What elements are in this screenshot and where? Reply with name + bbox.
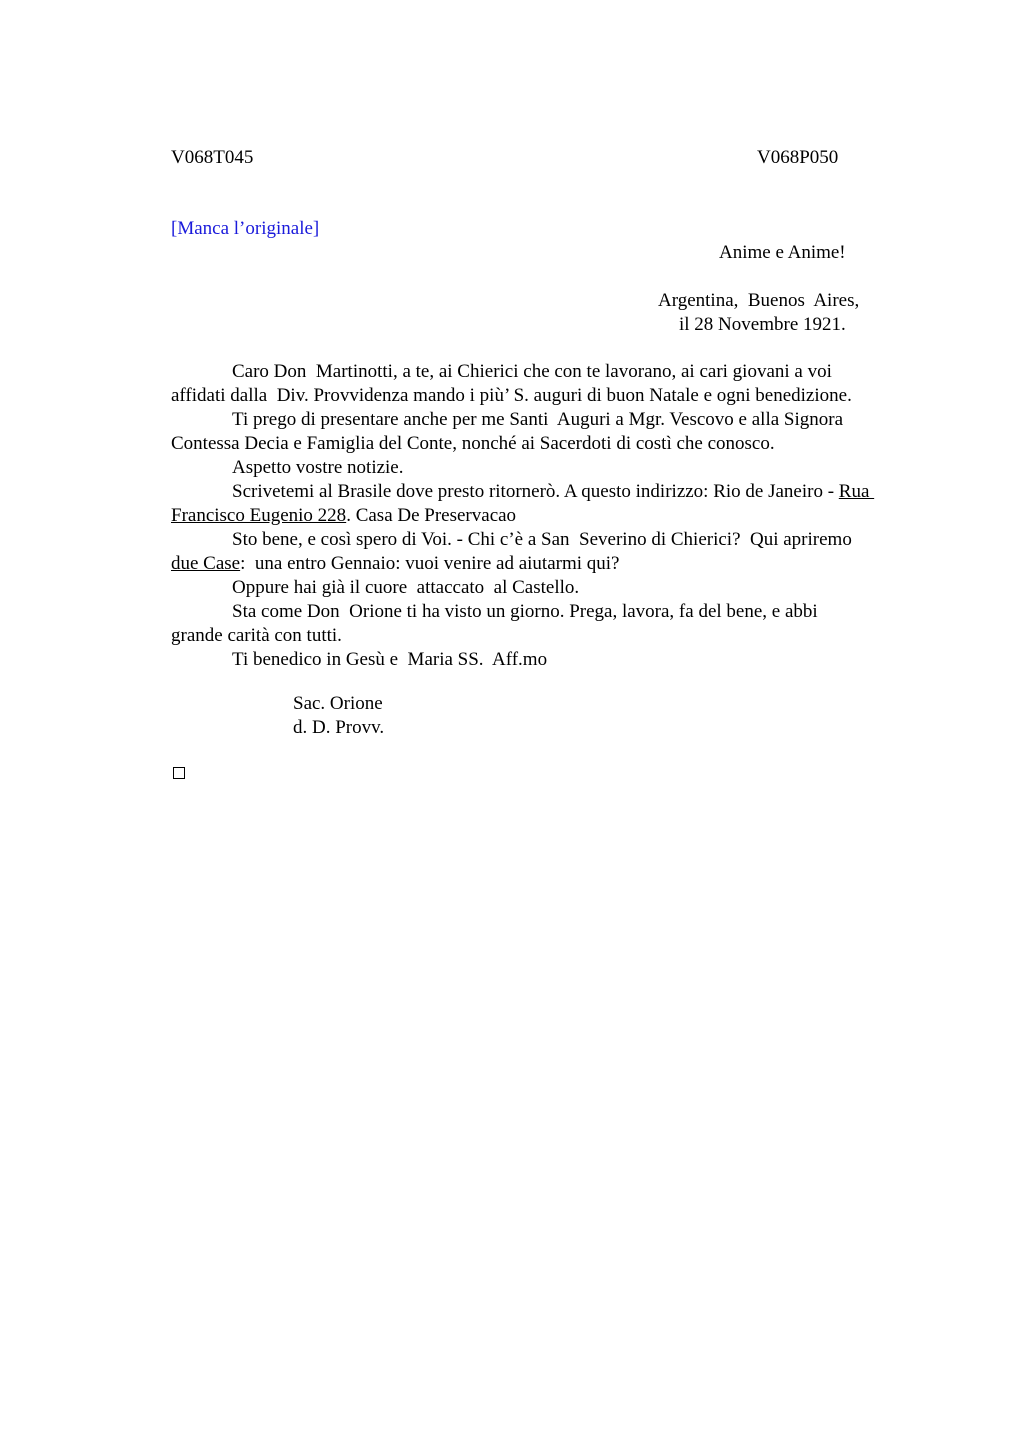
- end-of-document-box-icon: [173, 767, 185, 779]
- letter-line: affidati dalla Div. Provvidenza mando i più’ S. auguri di buon Natale e ogni benedizione.: [171, 385, 852, 406]
- letter-line: Ti prego di presentare anche per me Santi Auguri a Mgr. Vescovo e alla Signora: [232, 409, 844, 430]
- letter-text: Scrivetemi al Brasile dove presto ritornerò. A questo indirizzo: Rio de Janeiro -: [232, 481, 839, 502]
- letter-line: Ti benedico in Gesù e Maria SS. Aff.mo: [232, 649, 548, 670]
- letter-line: Sto bene, e così spero di Voi. - Chi c’è a San Severino di Chierici? Qui apriremo: [232, 529, 852, 550]
- letter-line: Oppure hai già il cuore attaccato al Castello.: [232, 577, 580, 598]
- signature-title: d. D. Provv.: [293, 717, 385, 738]
- letter-line: [171, 480, 951, 504]
- letter-date: il 28 Novembre 1921.: [679, 314, 846, 335]
- address-underlined: Rua: [838, 481, 875, 502]
- letter-motto: Anime e Anime!: [719, 242, 846, 263]
- editorial-note: [Manca l’originale]: [171, 218, 320, 239]
- document-code-left: V068T045: [171, 147, 254, 168]
- letter-line: Caro Don Martinotti, a te, ai Chierici che con te lavorano, ai cari giovani a voi: [232, 361, 832, 382]
- letter-text: . Casa De Preservacao: [346, 505, 517, 526]
- letter-body: [171, 360, 951, 672]
- letter-line: [171, 552, 951, 576]
- document-code-right: V068P050: [757, 147, 839, 168]
- letter-line: Contessa Decia e Famiglia del Conte, nonché ai Sacerdoti di costì che conosco.: [171, 433, 775, 454]
- signature-name: Sac. Orione: [293, 693, 383, 714]
- underlined-text: due Case: [171, 553, 241, 574]
- letter-place: Argentina, Buenos Aires,: [658, 290, 860, 311]
- letter-line: Aspetto vostre notizie.: [232, 457, 404, 478]
- letter-text: : una entro Gennaio: vuoi venire ad aiutarmi qui?: [240, 553, 620, 574]
- letter-line: Sta come Don Orione ti ha visto un giorno. Prega, lavora, fa del bene, e abbi: [232, 601, 818, 622]
- letter-line: grande carità con tutti.: [171, 625, 342, 646]
- address-underlined: Francisco Eugenio 228: [171, 505, 347, 526]
- letter-line: [171, 504, 951, 528]
